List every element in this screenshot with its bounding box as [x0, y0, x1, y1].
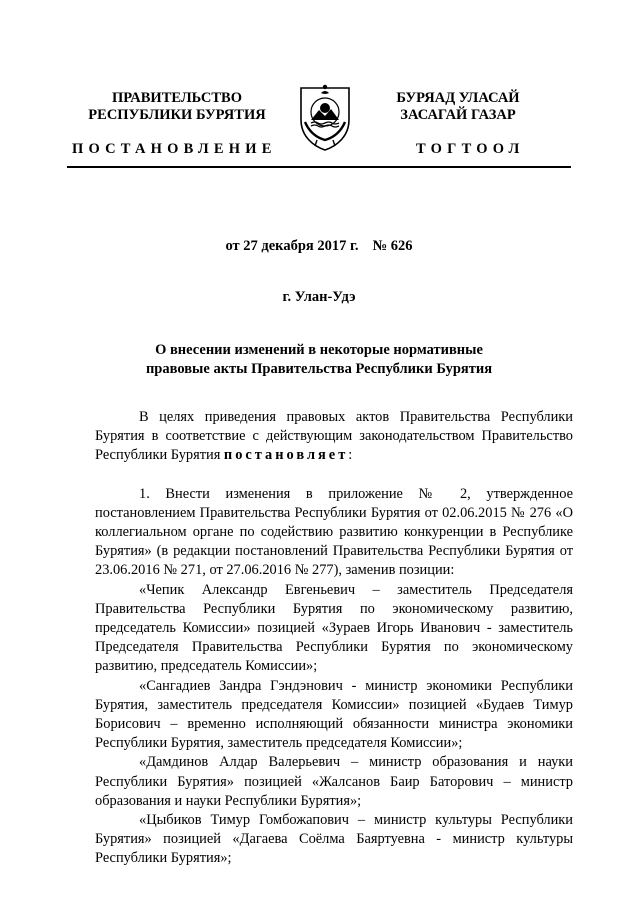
- subject-line1: О внесении изменений в некоторые нормативные: [155, 342, 483, 358]
- document-body: [95, 408, 573, 869]
- government-name-bua-line1: БУРЯАД УЛАСАЙ: [396, 90, 520, 106]
- decree-colon: :: [348, 447, 353, 464]
- position-2-paragraph: «Сангадиев Зандра Гэндэнович - министр экономики Республики Бурятия, заместитель председателя Комиссии» позицией «Будаев Тимур Борисович – временно исполняющий обязанности министра экономики Республики Бурятия, заместитель председателя Комиссии»;: [95, 677, 573, 752]
- doc-type-bua: ТОГТООЛ: [416, 141, 525, 157]
- decree-word: постановляет: [223, 447, 349, 464]
- coat-of-arms-of-buryatia-icon: [297, 82, 353, 152]
- document-city: г. Улан-Удэ: [282, 289, 356, 305]
- header-divider: [67, 166, 571, 168]
- document-number: № 626: [372, 238, 413, 254]
- position-4-paragraph: «Цыбиков Тимур Гомбожапович – министр культуры Республики Бурятия» позицией «Дагаева Соёлма Баяртуевна - министр культуры Республики Бурятия»;: [95, 812, 573, 867]
- preamble-text: В целях приведения правовых актов Правительства Республики Бурятия в соответствие с действующим законодательством Правительство Республики Бурятия: [95, 409, 573, 464]
- subject-line2: правовые акты Правительства Республики Бурятия: [145, 361, 493, 377]
- document-date: от 27 декабря 2017 г.: [225, 238, 359, 254]
- government-name-bua-line2: ЗАСАГАЙ ГАЗАР: [400, 107, 516, 123]
- header-left-block: [88, 90, 266, 124]
- date-number-line: [67, 237, 571, 256]
- header-right-block: [378, 90, 538, 124]
- position-3-paragraph: «Дамдинов Алдар Валерьевич – министр образования и науки Республики Бурятия» позицией «Жалсанов Баир Баторович – министр образования и науки Республики Бурятия»;: [95, 754, 573, 809]
- doc-type-ru: ПОСТАНОВЛЕНИЕ: [72, 141, 277, 157]
- government-name-line1: ПРАВИТЕЛЬСТВО: [112, 90, 242, 106]
- position-1-paragraph: «Чепик Александр Евгеньевич – заместитель Председателя Правительства Республики Бурятия по экономическому развитию, председатель Комиссии» позицией «Зураев Игорь Иванович - заместитель Председателя Правительства Республики Бурятия по экономическому развитию, председатель Комиссии»;: [95, 581, 573, 675]
- preamble-paragraph: [95, 408, 573, 466]
- document-subject: [67, 341, 571, 379]
- government-name-line2: РЕСПУБЛИКИ БУРЯТИЯ: [88, 107, 266, 123]
- item-1-paragraph: 1. Внести изменения в приложение № 2, утвержденное постановлением Правительства Республики Бурятия от 02.06.2015 № 276 «О коллегиальном органе по содействию развитию конкуренции в Республике Бурятия» (в редакции постановлений Правительства Республики Бурятия от 23.06.2016 № 271, от 27.06.2016 № 277), заменив позиции:: [95, 485, 573, 579]
